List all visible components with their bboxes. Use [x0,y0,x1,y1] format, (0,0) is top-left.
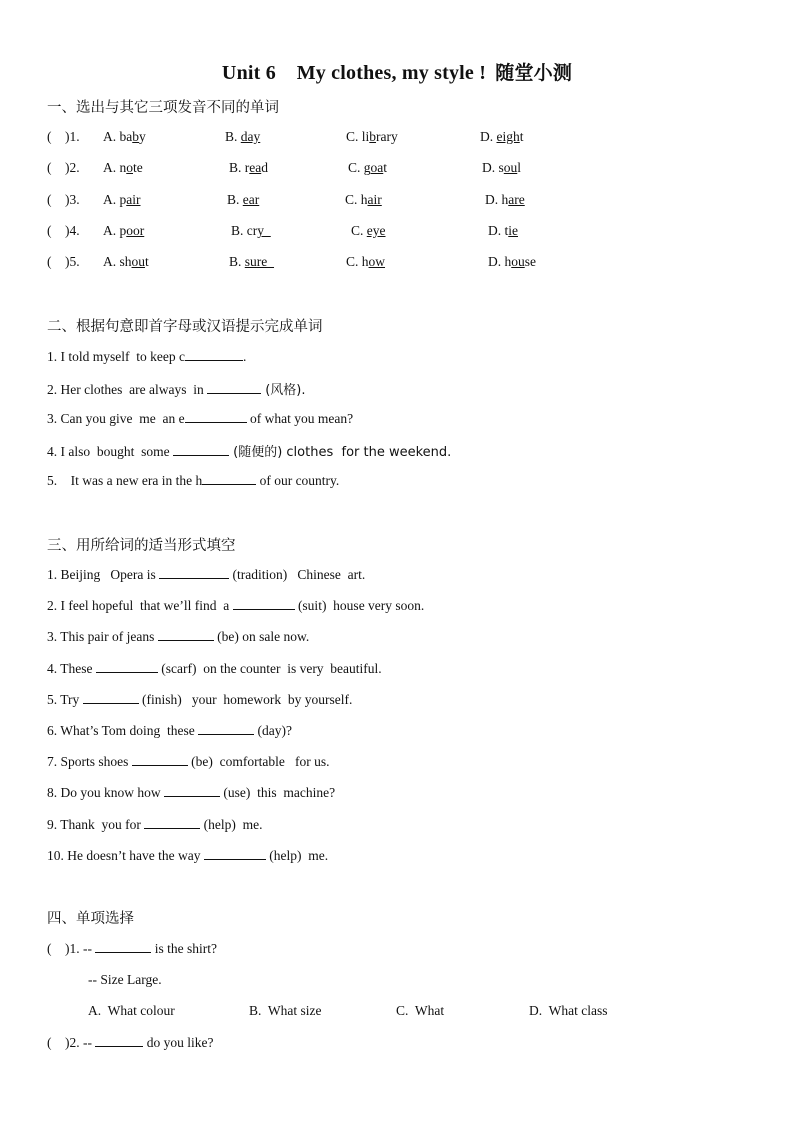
sentence-start: 3. This pair of jeans [47,629,158,644]
underlined-letters: air [367,192,382,207]
option-c [396,1003,444,1019]
sentence-start: 5. Try [47,692,83,707]
option-suffix: rary [376,129,398,144]
fill-sentence [47,784,335,801]
sentence-start: 8. Do you know how [47,785,164,800]
question-number-text: ( )3. [47,192,80,207]
sentence-start: 1. I told myself to keep c [47,349,185,364]
fill-sentence [47,722,292,739]
section2-heading: 二、根据句意即首字母或汉语提示完成单词 [47,319,323,335]
underlined-letters: eye [366,223,386,238]
answer-blank[interactable] [185,348,243,361]
fill-sentence [47,348,246,365]
option-prefix: A. ba [103,129,133,144]
fill-sentence [47,379,306,398]
option-suffix [141,192,144,207]
answer-blank[interactable] [96,660,158,673]
sentence-end: (scarf) on the counter is very beautiful. [157,661,382,676]
option-text: D. What class [529,1003,608,1018]
sentence-start: 4. I also bought some [47,444,173,459]
title-chinese: 随堂小测 [495,62,573,84]
option-c [351,223,386,239]
underlined-letters: sure [244,254,275,269]
sentence-end: (be) comfortable for us. [187,754,330,769]
question-number [47,192,80,208]
fill-sentence [47,441,451,460]
underlined-letters: eigh [496,129,520,144]
answer-blank[interactable] [185,410,247,423]
option-prefix: B. [225,129,241,144]
option-suffix: l [517,160,522,175]
option-prefix: D. [480,129,497,144]
underlined-letters: y [257,223,271,238]
option-suffix: te [133,160,143,175]
underlined-letters: o [126,160,133,175]
section4-heading: 四、单项选择 [47,911,134,927]
option-a [88,1003,175,1019]
answer-blank[interactable] [95,1034,143,1047]
option-c [348,160,387,176]
option-a [103,223,144,239]
underlined-letters: b [369,129,377,144]
answer-blank[interactable] [207,381,261,394]
option-b [231,223,271,239]
question-number [47,129,80,145]
fill-sentence [47,410,353,427]
sentence-start: 2. Her clothes are always in [47,382,208,397]
underlined-letters: day [240,129,261,144]
underlined-letters: ea [249,160,262,175]
fill-sentence [47,628,309,645]
fill-sentence [47,597,424,614]
answer-blank[interactable] [132,753,188,766]
option-prefix: C. h [345,192,368,207]
sentence-end: . [242,349,247,364]
sentence-end: (help) me. [200,817,263,832]
option-b [227,192,259,208]
sentence-start: 1. Beijing Opera is [47,567,160,582]
answer-blank[interactable] [158,628,214,641]
underlined-letters: ou [131,254,146,269]
underlined-letters: oa [370,160,384,175]
answer-blank[interactable] [95,940,151,953]
section3-heading: 三、用所给词的适当形式填空 [47,538,236,554]
underlined-letters: are [508,192,525,207]
question-number-text: ( )5. [47,254,80,269]
option-prefix: B. [229,254,245,269]
answer-blank[interactable] [173,443,229,456]
page-title [0,58,794,85]
mc-question-2 [47,1034,213,1051]
option-text: C. What [396,1003,445,1018]
question-number-text: ( )1. [47,129,80,144]
option-a [103,129,146,145]
option-d [482,160,521,176]
sentence-start: 9. Thank you for [47,817,145,832]
fill-sentence [47,691,352,708]
answer-blank[interactable] [204,847,266,860]
underlined-letters: air [126,192,141,207]
option-prefix: A. sh [103,254,132,269]
sentence-end: (use) this machine? [220,785,336,800]
question-number [47,160,80,176]
question-number [47,223,80,239]
option-b [249,1003,321,1019]
sentence-start: 4. These [47,661,96,676]
option-b [229,160,268,176]
option-d [488,254,536,270]
option-prefix: B. r [229,160,250,175]
option-prefix: D. s [482,160,504,175]
sentence-end: of what you mean? [246,411,354,426]
option-c [346,129,398,145]
option-suffix: se [524,254,536,269]
fill-sentence [47,847,328,864]
underlined-letters: ow [368,254,386,269]
option-prefix: A. n [103,160,127,175]
sentence-end: (随便的) clothes for the weekend. [229,445,452,460]
option-d [480,129,524,145]
question-number [47,254,80,270]
question-number-text: ( )4. [47,223,80,238]
option-suffix: d [261,160,268,175]
mc-question-2-number: ( )2. -- [47,1035,96,1050]
underlined-letters: b [132,129,139,144]
option-d [529,1003,607,1019]
option-prefix: D. h [485,192,509,207]
answer-blank[interactable] [159,566,229,579]
sentence-start: 2. I feel hopeful that we’ll find a [47,598,233,613]
sentence-start: 6. What’s Tom doing these [47,723,199,738]
underlined-letters: ie [508,223,518,238]
mc-question-1-text: is the shirt? [151,941,217,956]
mc-question-1 [47,940,217,957]
answer-blank[interactable] [198,722,254,735]
sentence-start: 3. Can you give me an e [47,411,185,426]
fill-sentence [47,566,365,583]
answer-blank[interactable] [164,784,220,797]
option-d [488,223,518,239]
section1-heading: 一、选出与其它三项发音不同的单词 [47,100,279,116]
option-text: A. What colour [88,1003,175,1018]
option-prefix: C. g [348,160,371,175]
answer-blank[interactable] [83,691,139,704]
option-prefix: D. t [488,223,509,238]
mc-question-1-number: ( )1. -- [47,941,96,956]
fill-sentence [47,753,329,770]
option-a [103,160,143,176]
sentence-end: (finish) your homework by yourself. [138,692,353,707]
sentence-end: of our country. [256,473,340,488]
underlined-letters: ou [503,160,518,175]
option-a [103,192,144,208]
answer-blank[interactable] [233,597,295,610]
mc-question-1-reply: -- Size Large. [88,972,162,987]
title-main: Unit 6 My clothes, my style ! [221,62,487,84]
option-prefix: C. h [346,254,369,269]
sentence-start: 5. It was a new era in the h [47,473,203,488]
underlined-letters: oor [126,223,145,238]
option-suffix: t [519,129,524,144]
question-number-text: ( )2. [47,160,80,175]
answer-blank[interactable] [144,816,200,829]
fill-sentence [47,660,382,677]
sentence-start: 10. He doesn’t have the way [47,848,204,863]
fill-sentence [47,816,262,833]
option-a [103,254,149,270]
option-prefix: A. p [103,192,127,207]
underlined-letters: ear [242,192,260,207]
sentence-start: 7. Sports shoes [47,754,132,769]
sentence-end: (help) me. [265,848,329,863]
option-prefix: B. cr [231,223,258,238]
option-prefix: D. h [488,254,512,269]
underlined-letters: ou [511,254,525,269]
sentence-end: (tradition) Chinese art. [229,567,366,582]
option-suffix: t [145,254,149,269]
option-suffix: t [383,160,388,175]
option-b [229,254,274,270]
option-c [345,192,382,208]
option-prefix: C. li [346,129,370,144]
option-d [485,192,525,208]
option-text: B. What size [249,1003,322,1018]
sentence-end: (day)? [254,723,293,738]
option-c [346,254,385,270]
sentence-end: (suit) house very soon. [294,598,425,613]
option-prefix: C. [351,223,367,238]
answer-blank[interactable] [202,472,256,485]
sentence-end: (be) on sale now. [213,629,310,644]
mc-question-2-text: do you like? [143,1035,214,1050]
fill-sentence [47,472,339,489]
option-suffix: y [139,129,146,144]
option-b [225,129,260,145]
option-prefix: B. [227,192,243,207]
sentence-end: (风格). [261,383,306,398]
option-prefix: A. p [103,223,127,238]
